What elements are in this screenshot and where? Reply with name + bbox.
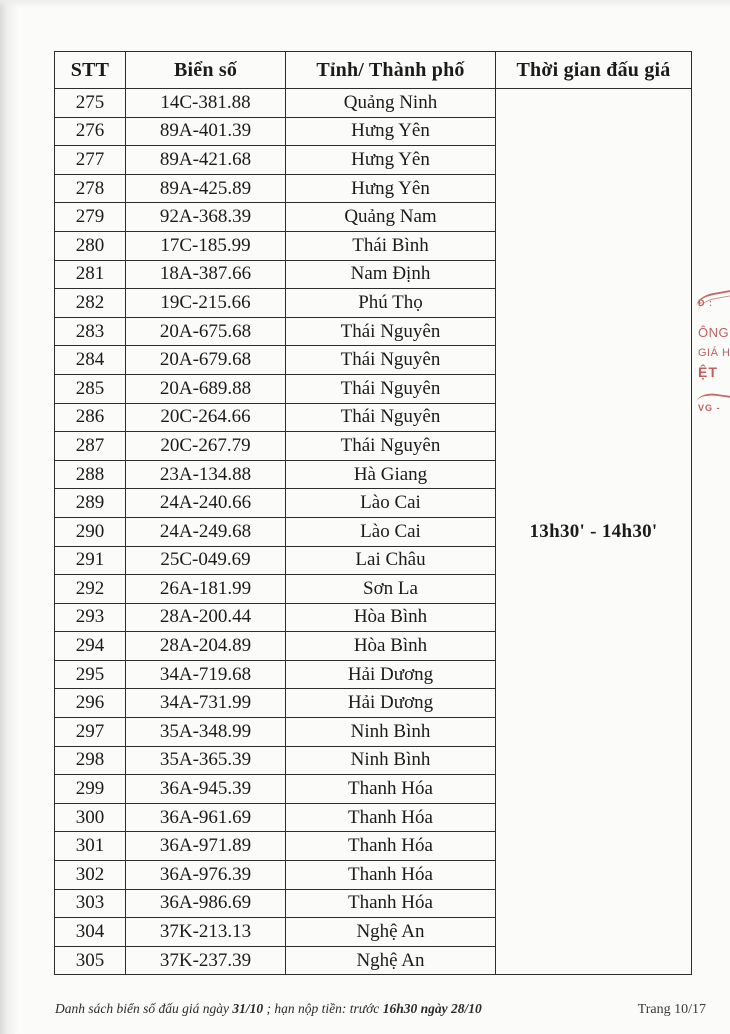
plate-number-cell: 17C-185.99 <box>126 231 286 260</box>
plate-number-cell: 20C-267.79 <box>126 432 286 461</box>
plate-number-cell: 18A-387.66 <box>126 260 286 289</box>
province-cell: Hà Giang <box>286 460 496 489</box>
row-number-cell: 297 <box>55 718 126 747</box>
province-cell: Thái Nguyên <box>286 403 496 432</box>
province-cell: Thái Nguyên <box>286 432 496 461</box>
row-number-cell: 289 <box>55 489 126 518</box>
page-footer <box>55 1001 706 1018</box>
province-cell: Nghệ An <box>286 946 496 975</box>
header-province: Tỉnh/ Thành phố <box>286 52 496 89</box>
plate-number-cell: 28A-200.44 <box>126 603 286 632</box>
plate-number-cell: 89A-401.39 <box>126 117 286 146</box>
province-cell: Thanh Hóa <box>286 803 496 832</box>
plate-number-cell: 34A-719.68 <box>126 660 286 689</box>
plate-number-cell: 35A-348.99 <box>126 718 286 747</box>
plate-number-cell: 36A-945.39 <box>126 775 286 804</box>
province-cell: Hải Dương <box>286 689 496 718</box>
province-cell: Lào Cai <box>286 489 496 518</box>
row-number-cell: 299 <box>55 775 126 804</box>
stamp-arc-top <box>695 284 730 318</box>
plate-number-cell: 26A-181.99 <box>126 575 286 604</box>
row-number-cell: 304 <box>55 918 126 947</box>
row-number-cell: 277 <box>55 146 126 175</box>
plate-number-cell: 25C-049.69 <box>126 546 286 575</box>
plate-number-cell: 20A-675.68 <box>126 317 286 346</box>
province-cell: Thái Bình <box>286 231 496 260</box>
province-cell: Hải Dương <box>286 660 496 689</box>
stamp-text-fragment: ỆT <box>698 364 718 380</box>
row-number-cell: 283 <box>55 317 126 346</box>
plate-number-cell: 34A-731.99 <box>126 689 286 718</box>
province-cell: Hưng Yên <box>286 174 496 203</box>
plate-number-cell: 92A-368.39 <box>126 203 286 232</box>
stamp-arc-bottom <box>695 391 730 423</box>
province-cell: Thái Nguyên <box>286 374 496 403</box>
footer-note <box>55 1001 482 1017</box>
row-number-cell: 291 <box>55 546 126 575</box>
table-body <box>55 89 692 975</box>
stamp-text-fragment: GIÁ H <box>698 347 730 359</box>
row-number-cell: 275 <box>55 89 126 118</box>
plate-number-cell: 23A-134.88 <box>126 460 286 489</box>
table-header-row <box>55 52 692 89</box>
auction-table-container <box>54 51 692 975</box>
row-number-cell: 282 <box>55 289 126 318</box>
stamp-text-fragment: Đ : <box>698 298 713 308</box>
row-number-cell: 284 <box>55 346 126 375</box>
plate-number-cell: 36A-976.39 <box>126 861 286 890</box>
plate-number-cell: 36A-961.69 <box>126 803 286 832</box>
row-number-cell: 285 <box>55 374 126 403</box>
province-cell: Thanh Hóa <box>286 861 496 890</box>
row-number-cell: 279 <box>55 203 126 232</box>
row-number-cell: 303 <box>55 889 126 918</box>
province-cell: Thanh Hóa <box>286 889 496 918</box>
row-number-cell: 293 <box>55 603 126 632</box>
stamp-arc-top-inner <box>697 289 730 323</box>
plate-number-cell: 24A-249.68 <box>126 517 286 546</box>
page-number: Trang 10/17 <box>637 1002 706 1017</box>
row-number-cell: 278 <box>55 174 126 203</box>
row-number-cell: 286 <box>55 403 126 432</box>
province-cell: Lai Châu <box>286 546 496 575</box>
plate-number-cell: 19C-215.66 <box>126 289 286 318</box>
row-number-cell: 280 <box>55 231 126 260</box>
row-number-cell: 298 <box>55 746 126 775</box>
plate-number-cell: 20C-264.66 <box>126 403 286 432</box>
row-number-cell: 302 <box>55 861 126 890</box>
plate-number-cell: 35A-365.39 <box>126 746 286 775</box>
auction-time-cell: 13h30' - 14h30' <box>496 89 692 975</box>
plate-number-cell: 28A-204.89 <box>126 632 286 661</box>
header-plate: Biển số <box>126 52 286 89</box>
row-number-cell: 295 <box>55 660 126 689</box>
row-number-cell: 288 <box>55 460 126 489</box>
plate-number-cell: 20A-679.68 <box>126 346 286 375</box>
red-stamp-fragment <box>694 286 730 422</box>
province-cell: Phú Thọ <box>286 289 496 318</box>
province-cell: Quảng Ninh <box>286 89 496 118</box>
plate-number-cell: 24A-240.66 <box>126 489 286 518</box>
row-number-cell: 276 <box>55 117 126 146</box>
province-cell: Hưng Yên <box>286 117 496 146</box>
province-cell: Lào Cai <box>286 517 496 546</box>
footer-auction-date: 31/10 <box>232 1001 264 1016</box>
province-cell: Hưng Yên <box>286 146 496 175</box>
province-cell: Thanh Hóa <box>286 775 496 804</box>
province-cell: Quảng Nam <box>286 203 496 232</box>
row-number-cell: 305 <box>55 946 126 975</box>
stamp-text-fragment: ÔNG <box>698 325 730 340</box>
plate-number-cell: 20A-689.88 <box>126 374 286 403</box>
province-cell: Ninh Bình <box>286 746 496 775</box>
plate-number-cell: 37K-213.13 <box>126 918 286 947</box>
table-row <box>55 89 692 118</box>
row-number-cell: 301 <box>55 832 126 861</box>
province-cell: Hòa Bình <box>286 632 496 661</box>
plate-number-cell: 36A-971.89 <box>126 832 286 861</box>
header-stt: STT <box>55 52 126 89</box>
row-number-cell: 292 <box>55 575 126 604</box>
province-cell: Thái Nguyên <box>286 317 496 346</box>
row-number-cell: 281 <box>55 260 126 289</box>
stamp-text-fragment: VG - <box>698 403 721 413</box>
header-auction-time: Thời gian đấu giá <box>496 52 692 89</box>
footer-note-text: Danh sách biển số đấu giá ngày <box>55 1001 233 1016</box>
province-cell: Thanh Hóa <box>286 832 496 861</box>
scan-edge-shadow-top <box>0 0 730 8</box>
plate-number-cell: 37K-237.39 <box>126 946 286 975</box>
plate-number-cell: 14C-381.88 <box>126 89 286 118</box>
auction-table <box>54 51 692 975</box>
province-cell: Sơn La <box>286 575 496 604</box>
row-number-cell: 296 <box>55 689 126 718</box>
province-cell: Nghệ An <box>286 918 496 947</box>
footer-note-text2: ; hạn nộp tiền: trước <box>263 1001 383 1016</box>
row-number-cell: 290 <box>55 517 126 546</box>
row-number-cell: 287 <box>55 432 126 461</box>
province-cell: Hòa Bình <box>286 603 496 632</box>
province-cell: Ninh Bình <box>286 718 496 747</box>
row-number-cell: 294 <box>55 632 126 661</box>
province-cell: Nam Định <box>286 260 496 289</box>
plate-number-cell: 89A-421.68 <box>126 146 286 175</box>
row-number-cell: 300 <box>55 803 126 832</box>
scan-edge-shadow-left <box>0 0 18 1034</box>
plate-number-cell: 89A-425.89 <box>126 174 286 203</box>
plate-number-cell: 36A-986.69 <box>126 889 286 918</box>
footer-payment-deadline: 16h30 ngày 28/10 <box>382 1001 482 1016</box>
province-cell: Thái Nguyên <box>286 346 496 375</box>
